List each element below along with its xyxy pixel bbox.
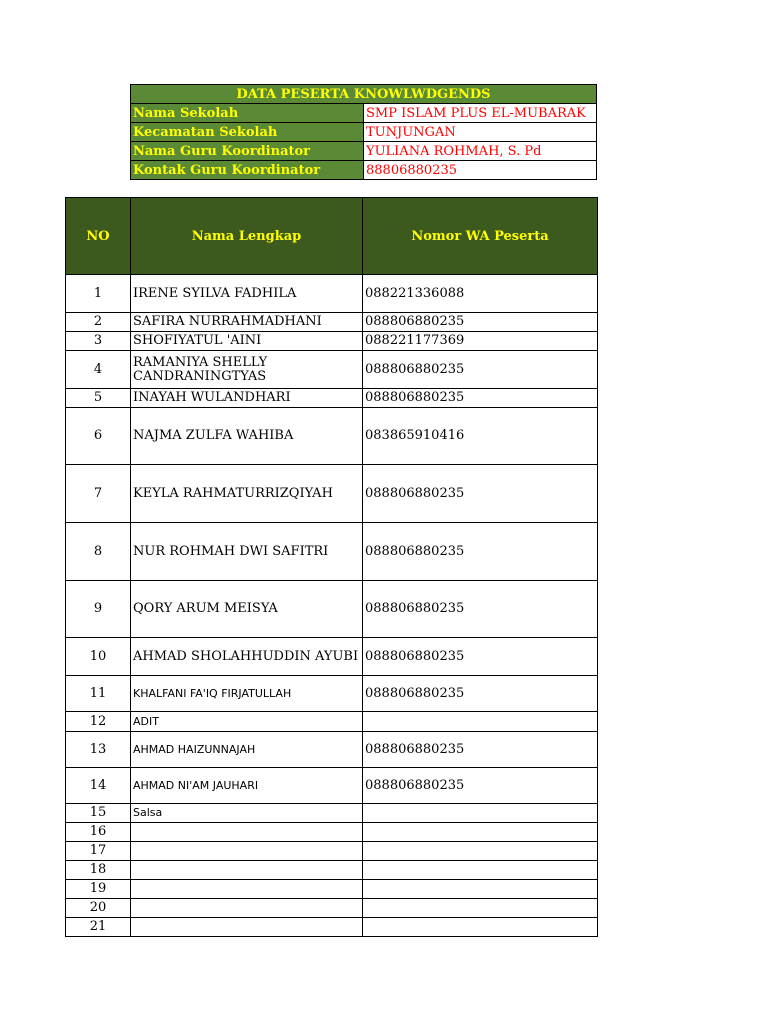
participant-name[interactable] [131,918,363,937]
participant-name[interactable]: INAYAH WULANDHARI [131,389,363,408]
participant-wa[interactable]: 088806880235 [363,676,598,712]
table-row [66,408,598,465]
table-row [66,313,598,332]
participant-name[interactable] [131,861,363,880]
row-number[interactable]: 19 [66,880,131,899]
info-row-contact [131,161,597,180]
row-number[interactable]: 14 [66,768,131,804]
participant-name[interactable]: AHMAD HAIZUNNAJAH [131,732,363,768]
info-row-school-name [131,104,597,123]
table-row [66,732,598,768]
info-row-coordinator [131,142,597,161]
row-number[interactable]: 10 [66,638,131,676]
column-header-no: NO [66,198,131,275]
table-row [66,332,598,351]
table-row [66,351,598,389]
participant-name[interactable] [131,899,363,918]
table-row [66,712,598,732]
table-row [66,842,598,861]
row-number[interactable]: 15 [66,804,131,823]
participant-wa[interactable]: 088806880235 [363,732,598,768]
table-row [66,768,598,804]
row-number[interactable]: 11 [66,676,131,712]
participant-name[interactable]: QORY ARUM MEISYA [131,581,363,638]
participant-wa[interactable] [363,918,598,937]
participant-name[interactable]: KEYLA RAHMATURRIZQIYAH [131,465,363,523]
coordinator-contact-label: Kontak Guru Koordinator [131,161,364,180]
column-header-name: Nama Lengkap [131,198,363,275]
row-number[interactable]: 8 [66,523,131,581]
row-number[interactable]: 20 [66,899,131,918]
participant-name[interactable] [131,823,363,842]
row-number[interactable]: 5 [66,389,131,408]
row-number[interactable]: 13 [66,732,131,768]
participant-wa[interactable] [363,712,598,732]
row-number[interactable]: 1 [66,275,131,313]
participant-name[interactable] [131,880,363,899]
participant-wa[interactable]: 088806880235 [363,638,598,676]
participant-name[interactable]: NUR ROHMAH DWI SAFITRI [131,523,363,581]
table-row [66,880,598,899]
district-label: Kecamatan Sekolah [131,123,364,142]
table-row [66,676,598,712]
table-row [66,638,598,676]
row-number[interactable]: 2 [66,313,131,332]
row-number[interactable]: 6 [66,408,131,465]
participant-name[interactable] [131,842,363,861]
participant-name[interactable]: SHOFIYATUL 'AINI [131,332,363,351]
table-row [66,823,598,842]
school-info-table [130,84,597,180]
participant-name[interactable]: AHMAD SHOLAHHUDDIN AYUBI [131,638,363,676]
table-row [66,523,598,581]
sheet-title: DATA PESERTA KNOWLWDGENDS [131,85,597,104]
participant-name[interactable]: ADIT [131,712,363,732]
column-header-wa: Nomor WA Peserta [363,198,598,275]
participant-wa[interactable] [363,899,598,918]
row-number[interactable]: 17 [66,842,131,861]
row-number[interactable]: 4 [66,351,131,389]
row-number[interactable]: 3 [66,332,131,351]
table-row [66,389,598,408]
participant-wa[interactable] [363,823,598,842]
table-row [66,861,598,880]
participant-wa[interactable] [363,804,598,823]
table-row [66,275,598,313]
row-number[interactable]: 18 [66,861,131,880]
participant-name[interactable]: SAFIRA NURRAHMADHANI [131,313,363,332]
table-row [66,918,598,937]
school-name-label: Nama Sekolah [131,104,364,123]
participant-wa[interactable]: 088806880235 [363,768,598,804]
row-number[interactable]: 7 [66,465,131,523]
coordinator-name-label: Nama Guru Koordinator [131,142,364,161]
info-title-row [131,85,597,104]
participant-wa[interactable]: 088806880235 [363,389,598,408]
coordinator-name-value[interactable]: YULIANA ROHMAH, S. Pd [364,142,597,161]
participant-wa[interactable]: 088221336088 [363,275,598,313]
participant-name[interactable]: Salsa [131,804,363,823]
participant-wa[interactable]: 088806880235 [363,465,598,523]
row-number[interactable]: 12 [66,712,131,732]
participant-wa[interactable]: 088806880235 [363,351,598,389]
participants-table [65,197,598,937]
table-header-row [66,198,598,275]
participant-wa[interactable]: 088221177369 [363,332,598,351]
coordinator-contact-value[interactable]: 88806880235 [364,161,597,180]
row-number[interactable]: 9 [66,581,131,638]
district-value[interactable]: TUNJUNGAN [364,123,597,142]
table-row [66,465,598,523]
participant-name[interactable]: NAJMA ZULFA WAHIBA [131,408,363,465]
table-row [66,581,598,638]
table-row [66,899,598,918]
participant-name[interactable]: AHMAD NI'AM JAUHARI [131,768,363,804]
participant-wa[interactable] [363,880,598,899]
participant-name[interactable]: KHALFANI FA'IQ FIRJATULLAH [131,676,363,712]
row-number[interactable]: 21 [66,918,131,937]
participant-wa[interactable]: 088806880235 [363,523,598,581]
participant-wa[interactable]: 088806880235 [363,581,598,638]
participant-name[interactable]: IRENE SYILVA FADHILA [131,275,363,313]
participant-wa[interactable]: 083865910416 [363,408,598,465]
table-row [66,804,598,823]
school-name-value[interactable]: SMP ISLAM PLUS EL-MUBARAK [364,104,597,123]
info-row-district [131,123,597,142]
participant-name[interactable]: RAMANIYA SHELLY CANDRANINGTYAS [131,351,363,389]
participant-wa[interactable] [363,842,598,861]
row-number[interactable]: 16 [66,823,131,842]
participant-wa[interactable]: 088806880235 [363,313,598,332]
participant-wa[interactable] [363,861,598,880]
